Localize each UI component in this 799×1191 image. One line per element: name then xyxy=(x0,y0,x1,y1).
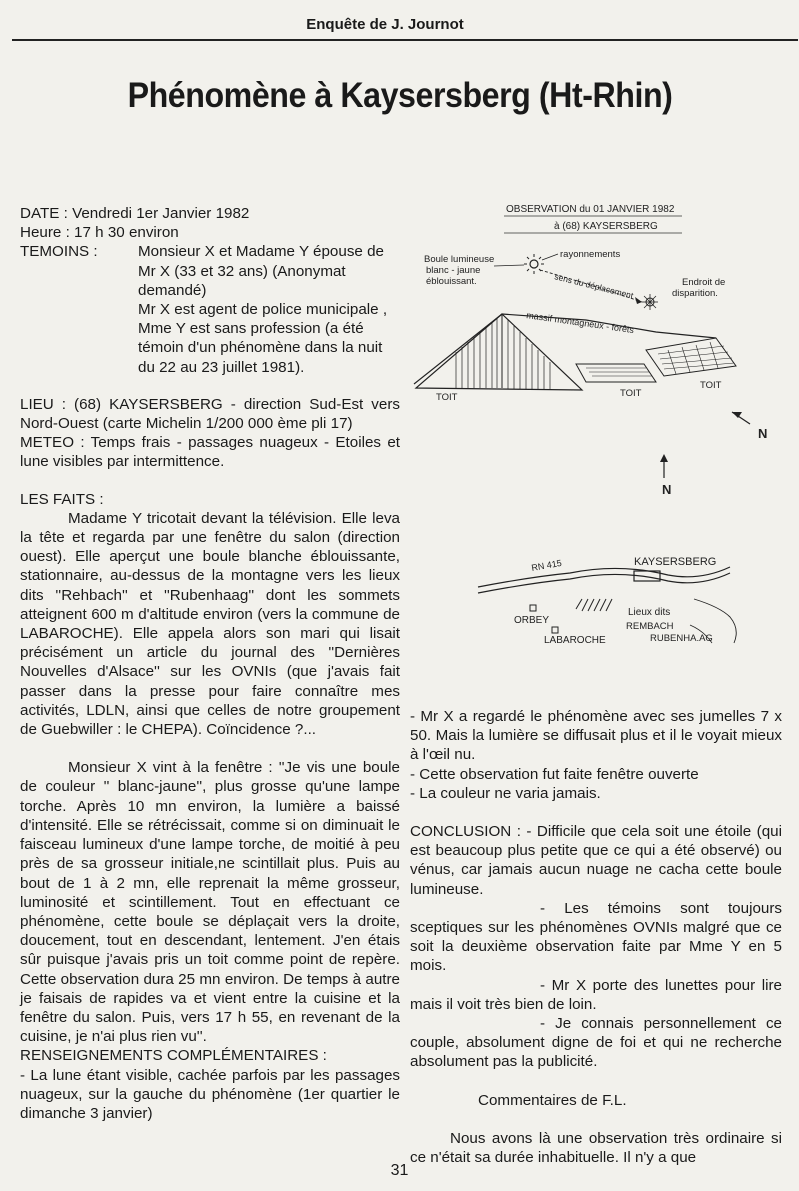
temoins-line-4: Mr X est agent de police municipale , xyxy=(138,301,388,319)
closing-paragraph: Nous avons là une observation très ordinaire si ce n'était sa durée inhabituelle. Il n'y a que xyxy=(410,1129,782,1167)
massif-label: massif montagneux - forêts xyxy=(525,310,635,336)
conclusion-label: CONCLUSION : xyxy=(410,823,521,841)
date-label: DATE : xyxy=(20,205,68,222)
north-arrow-icon xyxy=(660,454,668,478)
commentaires-line: Commentaires de F.L. xyxy=(478,1091,627,1109)
renseignements-item-3: - Cette observation fut faite fenêtre ouverte xyxy=(410,765,699,783)
right-column xyxy=(410,707,782,1167)
roof-1-label: TOIT xyxy=(436,392,458,403)
roof-3-shape xyxy=(646,338,736,376)
boule-label-1: Boule lumineuse xyxy=(424,254,495,265)
temoins-line-2: Mr X (33 et 32 ans) (Anonymat xyxy=(138,262,346,280)
rayonnements-label: rayonnements xyxy=(560,249,621,260)
roof-2-label: TOIT xyxy=(620,388,642,399)
rembach-label: REMBACH xyxy=(626,621,674,632)
conclusion-paragraph-1 xyxy=(410,822,782,899)
temoins-block xyxy=(20,242,400,376)
meteo-label: METEO : xyxy=(20,434,85,452)
heure-line xyxy=(20,223,400,242)
header-divider xyxy=(12,39,798,41)
article-author-header: Enquête de J. Journot xyxy=(306,16,464,33)
page-number: 31 xyxy=(390,1162,409,1179)
north-label-1: N xyxy=(758,426,768,441)
location-map xyxy=(400,535,792,695)
orbey-marker xyxy=(530,605,536,611)
temoins-line-3: demandé) xyxy=(138,281,207,299)
renseignements-item-4: - La couleur ne varia jamais. xyxy=(410,784,601,802)
boule-label-3: éblouissant. xyxy=(426,276,477,287)
left-column xyxy=(20,204,400,1123)
road-label: RN 415 xyxy=(530,557,563,573)
renseignements-heading: RENSEIGNEMENTS COMPLÉMENTAIRES : xyxy=(20,1047,327,1065)
lieu-label: LIEU : xyxy=(20,395,67,413)
faits-heading: LES FAITS : xyxy=(20,490,104,508)
temoins-line-5: Mme Y est sans profession (a été xyxy=(138,320,364,338)
labaroche-label: LABAROCHE xyxy=(544,635,606,646)
date-line xyxy=(20,204,400,223)
roof-2-shape xyxy=(576,364,656,382)
mountain-hatch xyxy=(576,599,612,611)
meteo-line xyxy=(20,433,400,471)
observation-diagram xyxy=(406,204,790,497)
luminous-ball-icon xyxy=(524,254,544,274)
diagram-title-1: OBSERVATION du 01 JANVIER 1982 xyxy=(506,204,675,215)
faits-paragraph-2: Monsieur X vint à la fenêtre : ''Je vis une boule de couleur '' blanc-jaune'', plus grosse qu'une lampe torche. Après 10 mn environ, la lumière a baissé d'intensité. Elle se rétrécissait, comme si on diminuait le faisceau lumineux d'une lampe torche, de moitié à peu près de sa grosseur initiale,ne scintillait plus. Puis au bout de 1 à 2 mn, elle reprenait la même grosseur, luminosité et scintillement. Tout en effectuant ce phénomène, cette boule se déplaçait vers la droite, doucement, tout en descendant, lentement. J'en étais sûr puisque j'avais pris un toit comme point de repère. Cette observation dura 25 mn environ. De temps à autre je faisais de rapides va et vient entre la cuisine et la fenêtre du salon. Puis, vers 17 h 55, en revenant de la cuisine, je n'ai plus rien vu''. xyxy=(20,759,400,1046)
temoins-label: TEMOINS : xyxy=(20,243,98,261)
temoins-line-1: Monsieur X et Madame Y épouse de xyxy=(138,243,384,261)
roof-3-label: TOIT xyxy=(700,380,722,391)
conclusion-text-1: - Difficile que cela soit une étoile (qui est beaucoup plus petite que ce qui a été observé) ou vénus, car jamais aucun nuage ne cacha cette boule lumineuse. xyxy=(410,823,783,898)
disappearance-point-icon xyxy=(642,294,658,310)
faits-paragraph-1: Madame Y tricotait devant la télévision. Elle leva la tête et regarda par une fenêtre du salon (direction ouest). Elle aperçut une boule blanche éblouissante, stationnaire, au-dessus de la montagne vers les lieux dits ''Rehbach'' et ''Rubenhaag'' dont les sommets atteignent 600 m d'altitude environ (vers la commune de LABAROCHE). Elle appela alors son mari qui lisait précisément un article du journal des ''Dernières Nouvelles d'Alsace'' sur les OVNIs (que j'avais fait passer dans la presse pour faire connaître mes activités, LDLN, ainsi que celles de notre groupement de Guebwiller : le CHEPA). Coïncidence ?... xyxy=(20,509,400,739)
boule-label-2: blanc - jaune xyxy=(426,265,481,276)
disparition-label-1: Endroit de xyxy=(682,277,726,288)
lieux-dits-label: Lieux dits xyxy=(628,607,671,618)
lieu-line xyxy=(20,395,400,433)
diagram-title-2: à (68) KAYSERSBERG xyxy=(554,221,658,232)
renseignements-item-1: - La lune étant visible, cachée parfois par les passages nuageux, sur la gauche du phénomène (1er quartier le dimanche 3 janvier) xyxy=(20,1066,400,1122)
meteo-value: Temps frais - passages nuageux - Etoiles et lune visibles par intermittence. xyxy=(20,434,400,471)
roof-1-shape xyxy=(416,314,582,390)
lieu-value: (68) KAYSERSBERG - direction Sud-Est vers Nord-Ouest (carte Michelin 1/200 000 ème pli 17) xyxy=(20,395,400,433)
north-arrow-icon xyxy=(732,412,750,424)
disparition-label-2: disparition. xyxy=(672,288,718,299)
conclusion-paragraph-2: - Les témoins sont toujours sceptiques sur les phénomènes OVNIs malgré que ce soit la deuxième observation faite par Mme Y en 5 mois. xyxy=(410,899,782,975)
heure-value: 17 h 30 environ xyxy=(74,224,179,242)
temoins-line-6: témoin d'un phénomène dans la nuit xyxy=(138,339,383,357)
date-value: Vendredi 1er Janvier 1982 xyxy=(72,205,250,222)
page-title: Phénomène à Kaysersberg (Ht-Rhin) xyxy=(127,76,673,115)
conclusion-paragraph-3: - Mr X porte des lunettes pour lire mais il voit très bien de loin. xyxy=(410,976,782,1013)
rubenhaag-label: RUBENHA.AG xyxy=(650,633,713,644)
direction-label: sens du déplacement xyxy=(553,271,635,301)
temoins-line-7: du 22 au 23 juillet 1981). xyxy=(138,358,305,376)
renseignements-item-2: - Mr X a regardé le phénomène avec ses jumelles 7 x 50. Mais la lumière se diffusait plus et il le voyait mieux à l'œil nu. xyxy=(410,708,782,764)
kaysersberg-label: KAYSERSBERG xyxy=(634,556,717,568)
north-label-2: N xyxy=(662,482,672,497)
orbey-label: ORBEY xyxy=(514,615,550,626)
labaroche-marker xyxy=(552,627,558,633)
heure-label: Heure : xyxy=(20,224,70,242)
conclusion-paragraph-4: - Je connais personnellement ce couple, absolument digne de foi et qui ne recherche absolument pas la publicité. xyxy=(410,1015,782,1071)
